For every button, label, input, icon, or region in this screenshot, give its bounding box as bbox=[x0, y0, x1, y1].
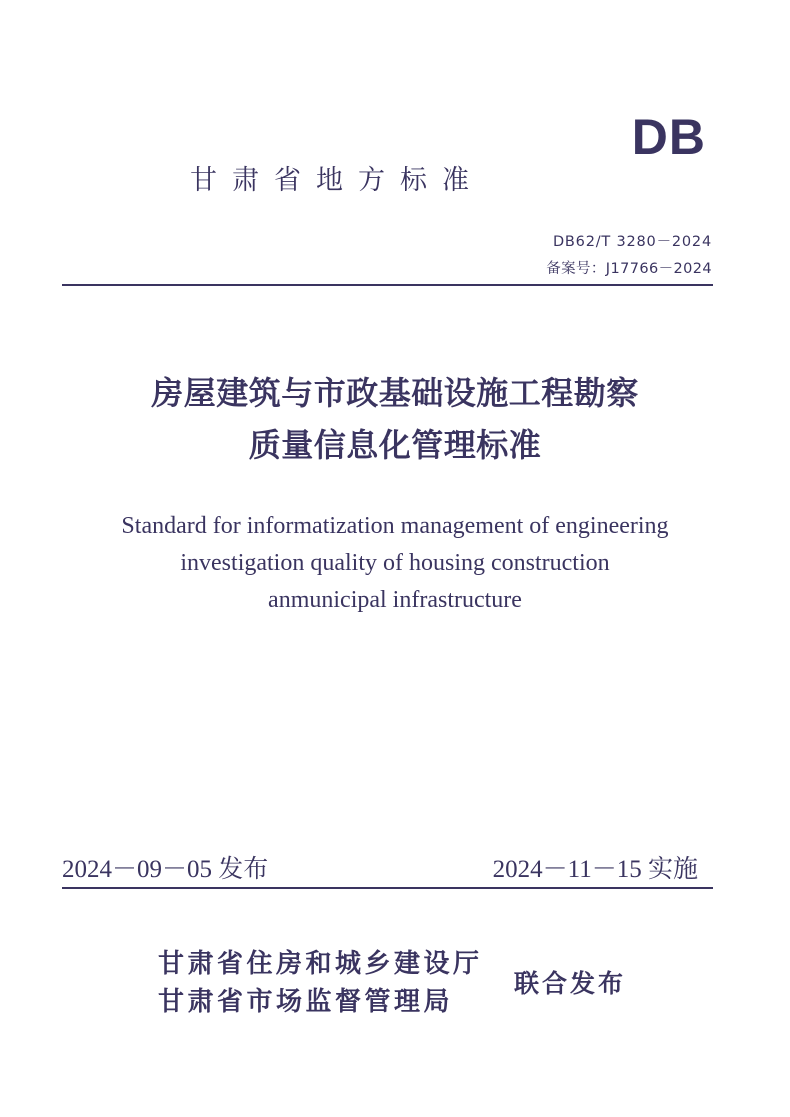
db-logo: DB bbox=[631, 109, 706, 165]
publisher-agency-1: 甘肃省住房和城乡建设厅 bbox=[158, 949, 483, 979]
standard-number: DB62/T 3280－2024 bbox=[552, 234, 712, 250]
top-divider bbox=[62, 284, 713, 286]
title-en-line-1: Standard for informatization management of engineering bbox=[121, 513, 669, 539]
issue-date: 2024－09－05 发布 bbox=[62, 856, 269, 883]
title-cn-line-1: 房屋建筑与市政基础设施工程勘察 bbox=[151, 374, 639, 412]
record-number: 备案号：J17766－2024 bbox=[546, 261, 712, 277]
title-en-line-3: anmunicipal infrastructure bbox=[268, 587, 522, 613]
joint-publish-label: 联合发布 bbox=[514, 969, 627, 998]
bottom-divider bbox=[62, 887, 713, 889]
title-cn-line-2: 质量信息化管理标准 bbox=[248, 426, 542, 464]
title-en-line-2: investigation quality of housing construction bbox=[180, 550, 610, 576]
publisher-agency-2: 甘肃省市场监督管理局 bbox=[158, 987, 454, 1017]
issuer-title: 甘肃省地方标准 bbox=[190, 165, 484, 196]
effective-date: 2024－11－15 实施 bbox=[492, 856, 698, 883]
